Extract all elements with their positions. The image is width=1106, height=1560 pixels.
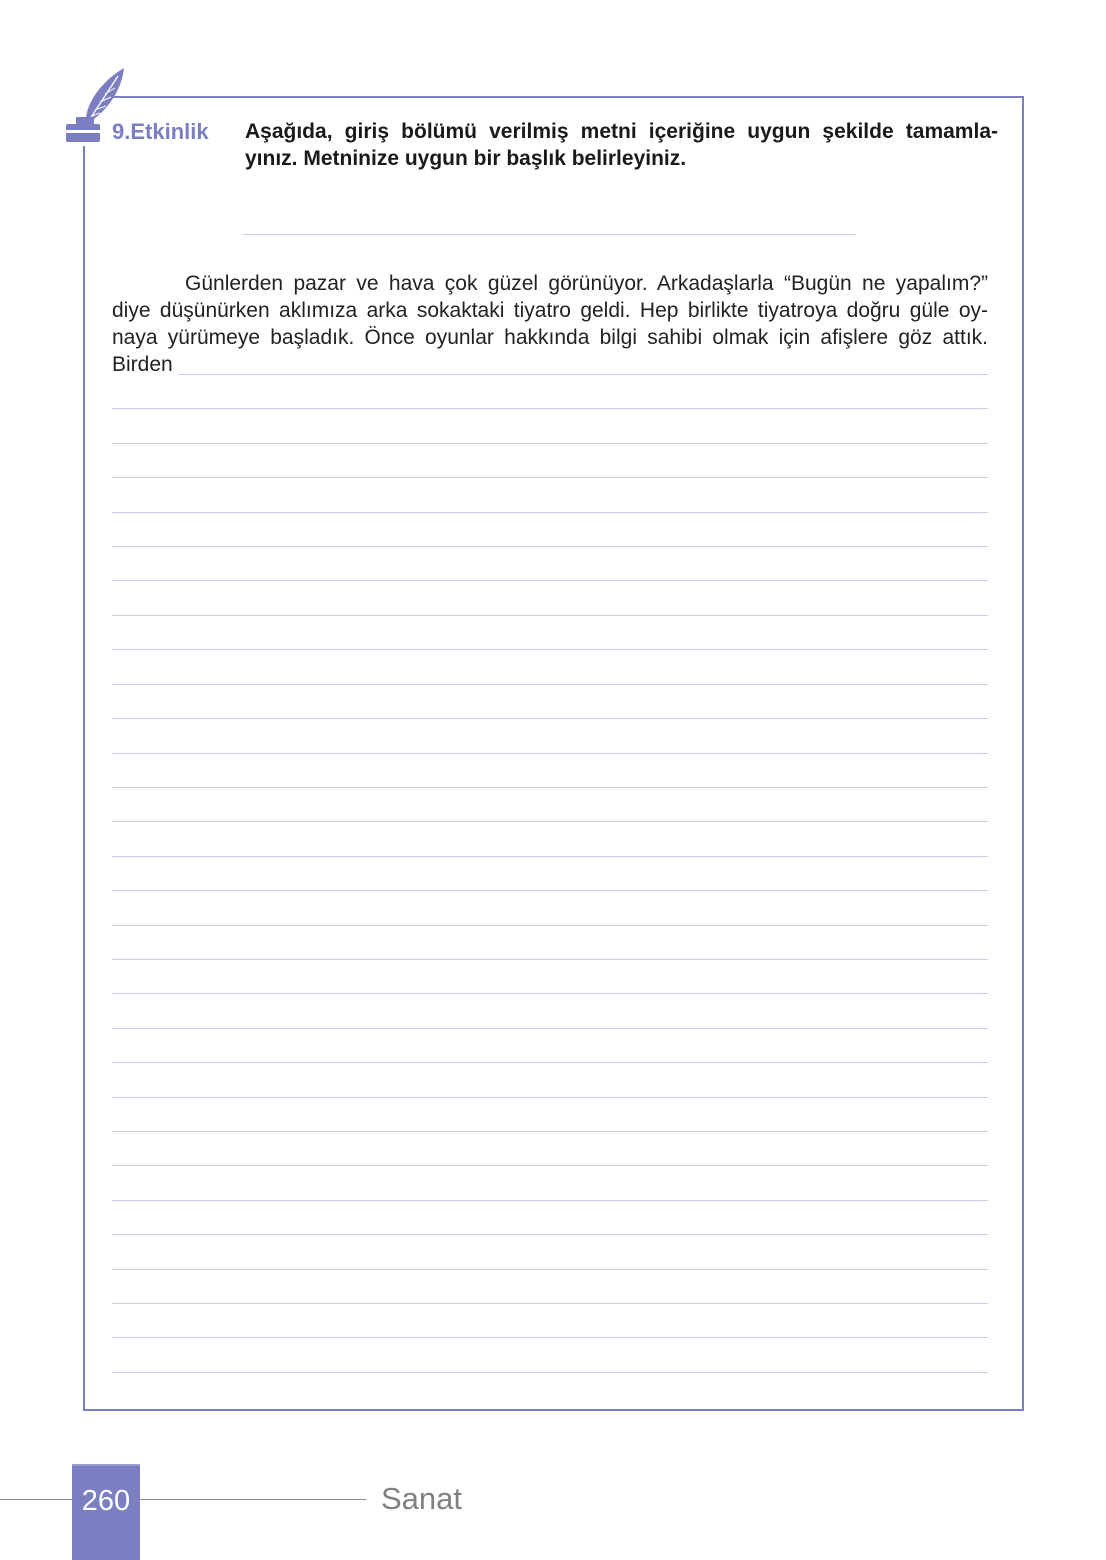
writing-line bbox=[112, 615, 988, 616]
writing-line bbox=[112, 890, 988, 891]
writing-line bbox=[112, 1303, 988, 1304]
footer-rule-right bbox=[140, 1499, 366, 1500]
story-line: naya yürümeye başladık. Önce oyunlar hakkında bilgi sahibi olmak için afişlere göz attık. bbox=[112, 326, 988, 349]
writing-line bbox=[112, 649, 988, 650]
writing-line bbox=[112, 580, 988, 581]
writing-line bbox=[112, 1062, 988, 1063]
activity-instruction bbox=[245, 118, 998, 172]
writing-line bbox=[112, 787, 988, 788]
writing-line bbox=[112, 684, 988, 685]
writing-line bbox=[112, 925, 988, 926]
story-line: diye düşünürken aklımıza arka sokaktaki tiyatro geldi. Hep birlikte tiyatroya doğru güle oy- bbox=[112, 299, 988, 322]
writing-line bbox=[112, 546, 988, 547]
writing-line bbox=[112, 1269, 988, 1270]
story-line: Günlerden pazar ve hava çok güzel görünüyor. Arkadaşlarla “Bugün ne yapalım?” bbox=[185, 272, 988, 295]
writing-line bbox=[178, 374, 988, 375]
story-continuation-row bbox=[112, 351, 988, 378]
writing-line bbox=[112, 1131, 988, 1132]
instruction-line: Aşağıda, giriş bölümü verilmiş metni içeriğine uygun şekilde tamamla- bbox=[245, 120, 998, 143]
writing-line bbox=[112, 993, 988, 994]
page-number-tab bbox=[72, 1464, 140, 1560]
writing-line bbox=[112, 1200, 988, 1201]
subject-title: Sanat bbox=[381, 1481, 463, 1516]
writing-line bbox=[112, 959, 988, 960]
writing-line bbox=[112, 408, 988, 409]
story-continuation-word: Birden bbox=[112, 353, 173, 376]
writing-line bbox=[112, 1372, 988, 1373]
writing-line bbox=[112, 512, 988, 513]
writing-line bbox=[112, 1234, 988, 1235]
writing-line bbox=[112, 1165, 988, 1166]
story-intro bbox=[112, 270, 988, 378]
activity-label: 9.Etkinlik bbox=[112, 119, 209, 144]
title-blank-line bbox=[243, 234, 856, 235]
footer-rule-left bbox=[0, 1499, 72, 1500]
instruction-line: yınız. Metninize uygun bir başlık belirleyiniz. bbox=[245, 147, 687, 170]
writing-line bbox=[112, 477, 988, 478]
writing-line bbox=[112, 821, 988, 822]
writing-line bbox=[112, 856, 988, 857]
writing-line bbox=[112, 753, 988, 754]
writing-line bbox=[112, 443, 988, 444]
writing-line bbox=[112, 1097, 988, 1098]
writing-line bbox=[112, 1028, 988, 1029]
writing-line bbox=[112, 718, 988, 719]
page-number: 260 bbox=[81, 1485, 131, 1517]
writing-line bbox=[112, 1337, 988, 1338]
